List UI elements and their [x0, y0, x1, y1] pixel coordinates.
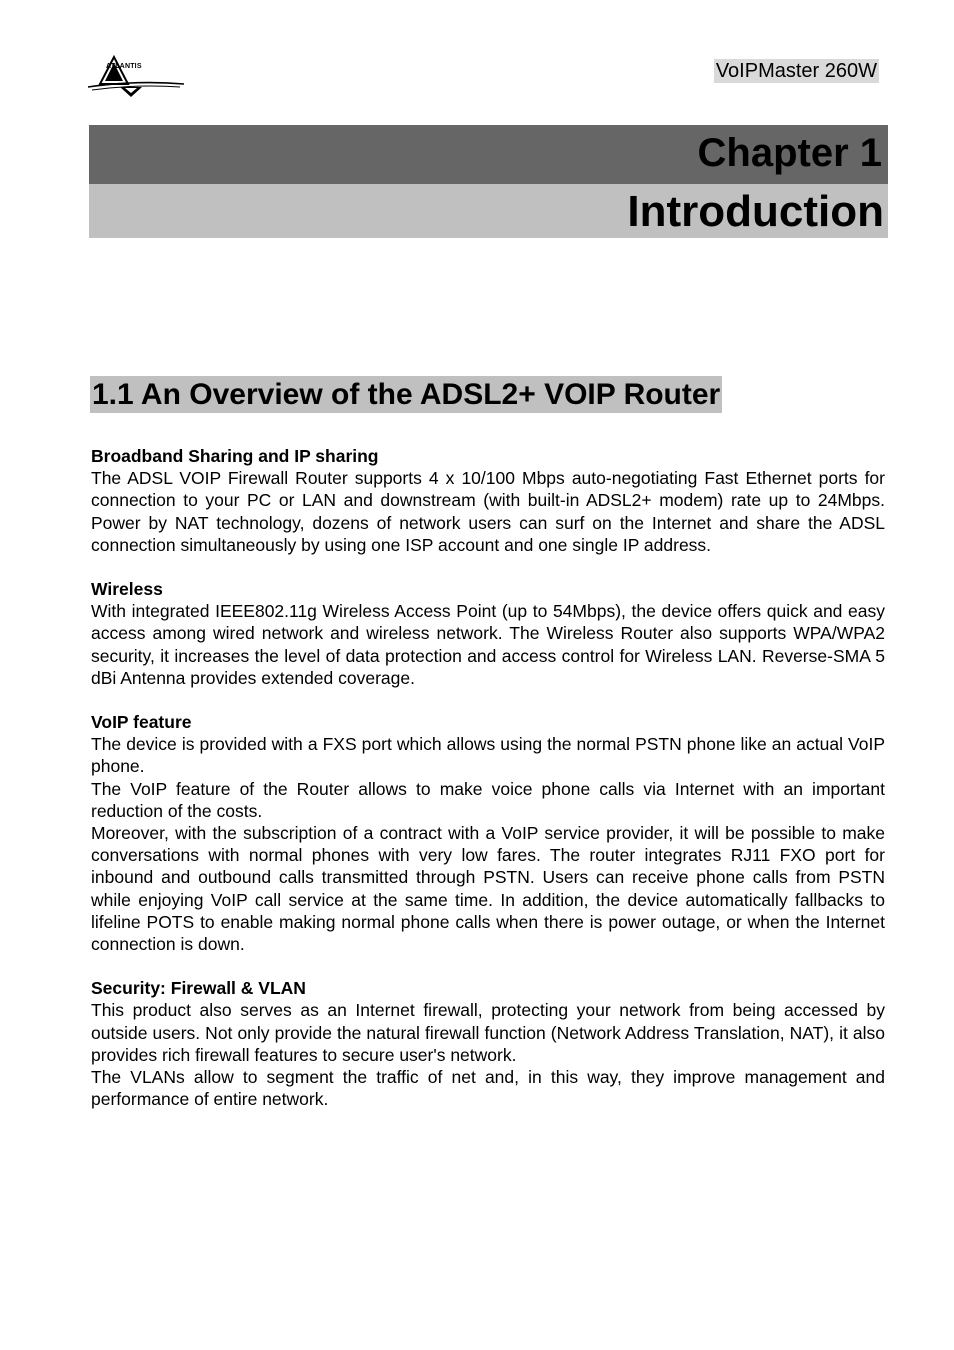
section-heading: 1.1 An Overview of the ADSL2+ VOIP Router	[92, 378, 721, 411]
paragraph: With integrated IEEE802.11g Wireless Access Point (up to 54Mbps), the device offers quick and easy access among wired network and wireless network. The Wireless Router also supports WPA/WPA2 security, it increases the level of data protection and access control for Wireless LAN. Reverse-SMA 5 dBi Antenna provides extended coverage.	[91, 601, 885, 688]
subheading-broadband: Broadband Sharing and IP sharing	[91, 446, 379, 466]
broadband-block	[91, 445, 885, 556]
chapter-title: Introduction	[627, 187, 884, 236]
atlantis-logo-icon	[86, 54, 188, 100]
paragraph: The ADSL VOIP Firewall Router supports 4 x 10/100 Mbps auto-negotiating Fast Ethernet ports for connection to your PC or LAN and downstream (with built-in ADSL2+ modem) rate up to 24Mbps. Power by NAT technology, dozens of network users can surf on the Internet and share the ADSL connection simultaneously by using one ISP account and one single IP address.	[91, 468, 885, 555]
security-block	[91, 977, 885, 1110]
product-name: VoIPMaster 260W	[715, 60, 877, 82]
atlantis-logo	[86, 54, 188, 100]
logo-wordmark: ATLANTIS	[106, 63, 142, 70]
subheading-wireless: Wireless	[91, 579, 163, 600]
voip-block	[91, 711, 885, 955]
subheading-security: Security: Firewall & VLAN	[91, 978, 306, 999]
subheading-voip: VoIP feature	[91, 712, 192, 733]
chapter-banner	[89, 125, 888, 184]
paragraph: Moreover, with the subscription of a contract with a VoIP service provider, it will be possible to make conversations with normal phones with very low fares. The router integrates RJ11 FXO port for inbound and outbound calls transmitted through PSTN. Users can receive phone calls from PSTN while enjoying VoIP call service at the same time. In addition, the device automatically fallbacks to lifeline POTS to enable making normal phone calls when there is power outage, or when the Internet connection is down.	[91, 823, 885, 955]
paragraph: This product also serves as an Internet firewall, protecting your network from being accessed by outside users. Not only provide the natural firewall function (Network Address Translation, NAT), it also provides rich firewall features to secure user's network.	[91, 1000, 885, 1065]
section-content	[91, 445, 885, 1132]
chapter-number: Chapter 1	[697, 131, 882, 175]
wireless-block	[91, 578, 885, 689]
paragraph: The device is provided with a FXS port which allows using the normal PSTN phone like an actual VoIP phone.	[91, 734, 885, 777]
chapter-title-banner	[89, 184, 888, 238]
paragraph: The VLANs allow to segment the traffic of net and, in this way, they improve management and performance of entire network.	[91, 1067, 885, 1110]
paragraph: The VoIP feature of the Router allows to make voice phone calls via Internet with an important reduction of the costs.	[91, 778, 885, 821]
